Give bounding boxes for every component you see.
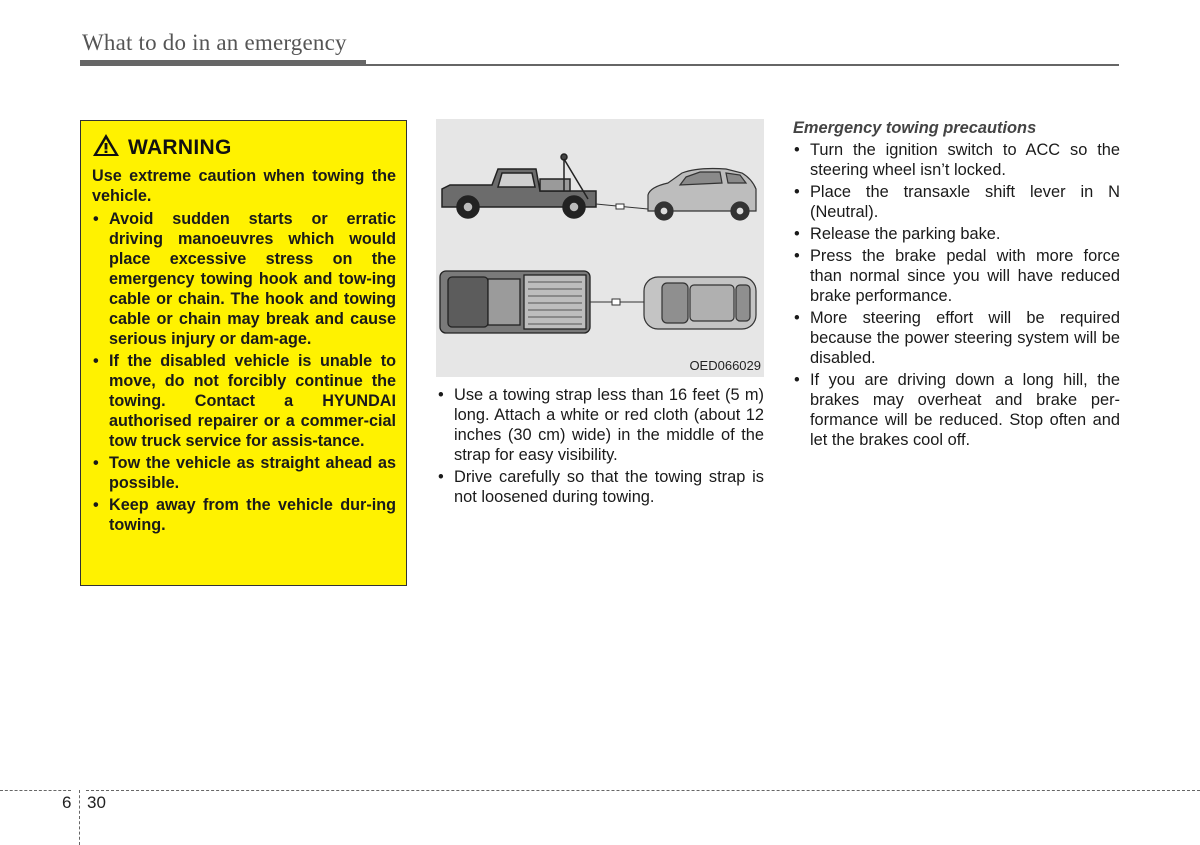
footer-divider bbox=[79, 790, 80, 845]
tow-strap-top bbox=[590, 299, 644, 305]
tow-truck-top bbox=[440, 271, 590, 333]
warning-title: WARNING bbox=[128, 135, 232, 159]
tow-truck-and-car-drawing bbox=[436, 119, 764, 377]
header-rule bbox=[366, 64, 1119, 66]
warning-intro: Use extreme caution when towing the vehicle. bbox=[92, 167, 396, 205]
list-item: • Press the brake pedal with more force than normal since you will have reduced brake performance. bbox=[792, 246, 1120, 306]
list-item: • If you are driving down a long hill, the brakes may overheat and brake per-formance will be reduced. Stop often and let the brakes cool off. bbox=[792, 370, 1120, 450]
footer-rule bbox=[0, 790, 71, 791]
list-item: • More steering effort will be required because the power steering system will be disabled. bbox=[792, 308, 1120, 368]
section-title: What to do in an emergency bbox=[82, 30, 347, 55]
warning-list bbox=[92, 209, 396, 535]
figure-code: OED066029 bbox=[689, 358, 761, 373]
list-item: • Turn the ignition switch to ACC so the steering wheel isn’t locked. bbox=[792, 140, 1120, 180]
list-item: • Place the transaxle shift lever in N (Neutral). bbox=[792, 182, 1120, 222]
chapter-number: 6 bbox=[62, 793, 72, 812]
list-item: • Release the parking bake. bbox=[792, 224, 1120, 244]
list-item: • Use a towing strap less than 16 feet (5 m) long. Attach a white or red cloth (about 12 inches (30 cm) wide) in the middle of the strap for easy visibility. bbox=[436, 385, 764, 465]
list-item: • Drive carefully so that the towing strap is not loosened during towing. bbox=[436, 467, 764, 507]
warning-triangle-icon bbox=[92, 133, 120, 162]
towed-car-side bbox=[648, 169, 756, 221]
warning-item: • Avoid sudden starts or erratic driving manoeuvres which would place excessive stress on the emergency towing hook and tow-ing cable or chain. The hook and towing cable or chain may break and cause serious injury or dam-age. bbox=[92, 209, 396, 349]
precautions-heading: Emergency towing precautions bbox=[793, 119, 1037, 137]
header-bar bbox=[80, 60, 366, 66]
precautions-list bbox=[792, 140, 1120, 450]
page-number: 30 bbox=[87, 793, 106, 812]
right-column bbox=[792, 118, 1120, 452]
warning-box bbox=[80, 120, 407, 586]
towing-strap-list bbox=[436, 385, 764, 507]
warning-header bbox=[92, 133, 396, 162]
warning-item: • Tow the vehicle as straight ahead as possible. bbox=[92, 453, 396, 493]
tow-strap-side bbox=[596, 204, 648, 209]
towing-illustration bbox=[436, 119, 764, 377]
warning-item: • Keep away from the vehicle dur-ing towing. bbox=[92, 495, 396, 535]
footer-rule bbox=[86, 790, 1200, 791]
towed-car-top bbox=[644, 277, 756, 329]
warning-item: • If the disabled vehicle is unable to move, do not forcibly continue the towing. Contact a HYUNDAI authorised repairer or a commer-cial tow truck service for assis-tance. bbox=[92, 351, 396, 451]
tow-truck-side bbox=[442, 154, 596, 218]
middle-column bbox=[436, 385, 764, 509]
